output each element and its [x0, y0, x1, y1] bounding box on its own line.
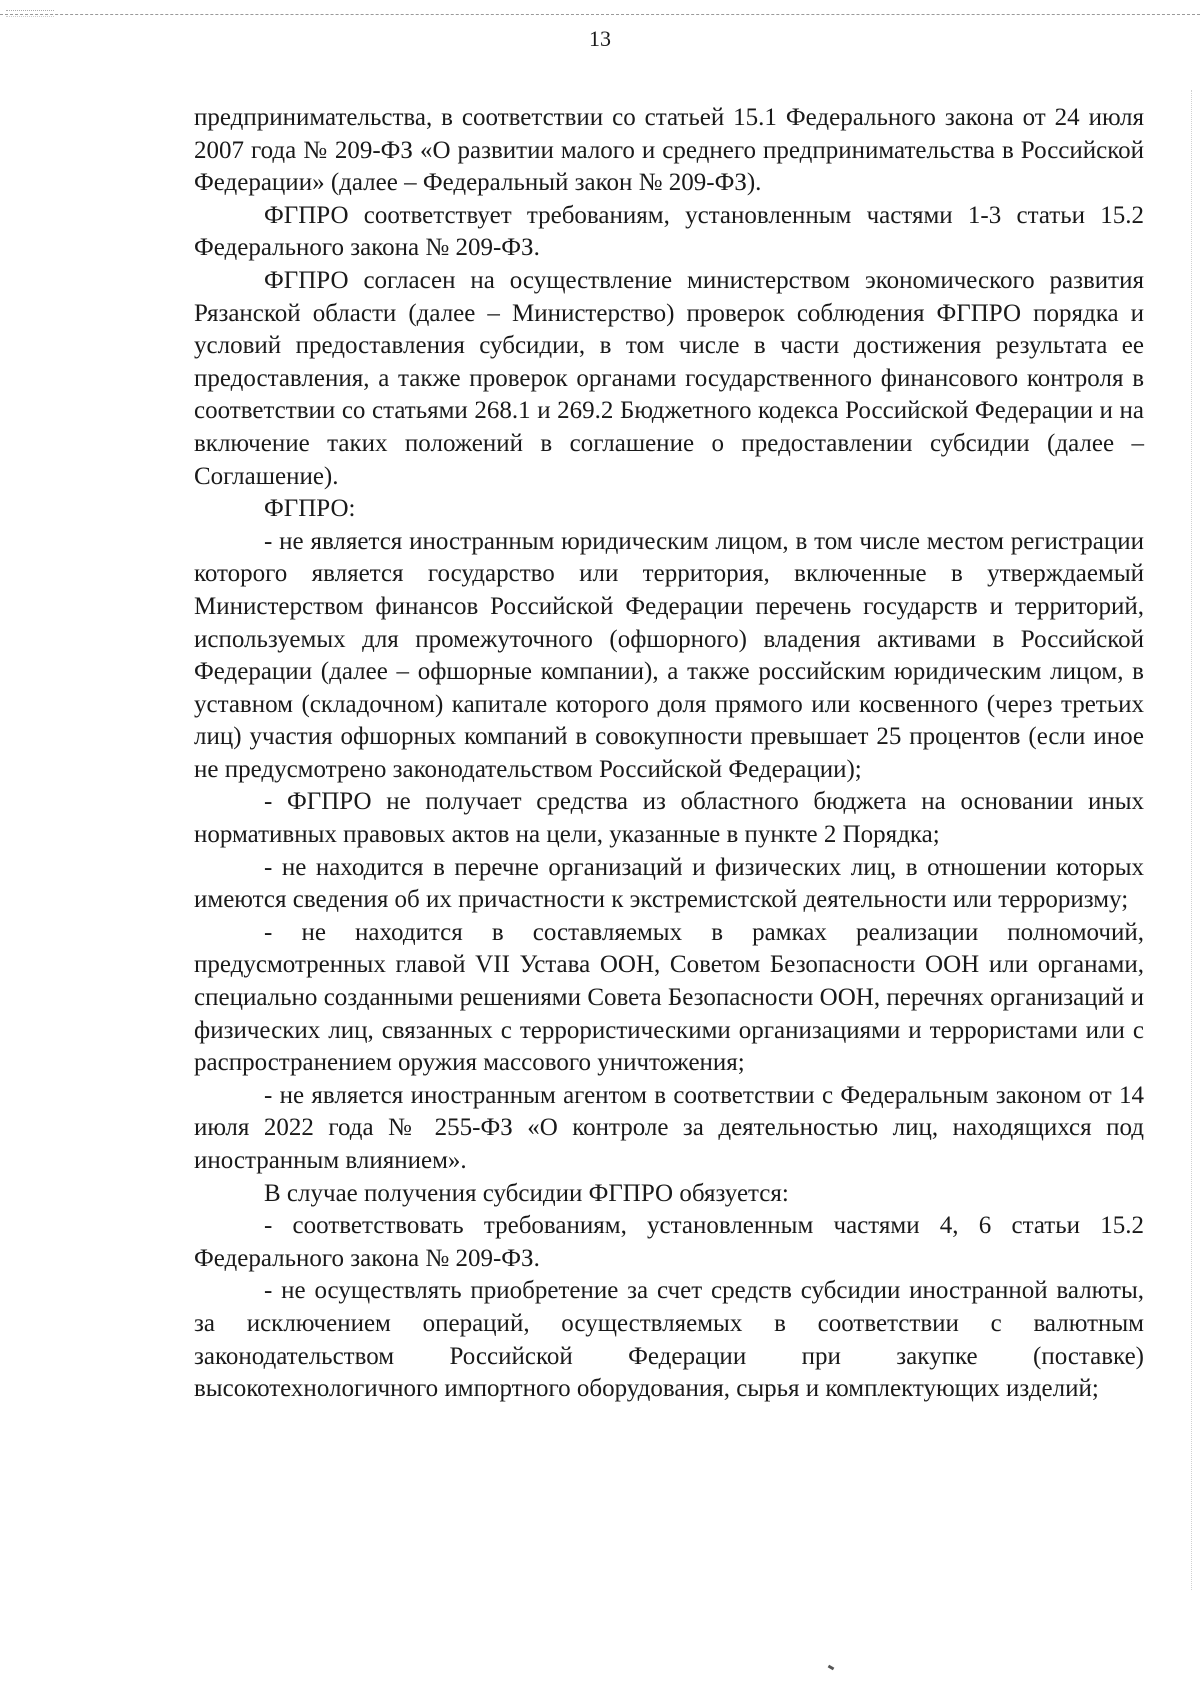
list-item-not-un-lists: - не находится в составляемых в рамках реализации полномочий, предусмотренных главой VII Устава ООН, Советом Безопасности ООН или органами, специально созданными решениями Совета Безопасности ООН, перечнях организаций и физических лиц, связанных с террористическими организациями и террористами или с распространением оружия массового уничтожения;: [194, 918, 1144, 1077]
list-item-no-foreign-currency: - не осуществлять приобретение за счет средств субсидии иностранной валюты, за исключением операций, осуществляемых в соответствии с валютным законодательством Российской Федерации при закупке (поставке) высокотехнологичного импортного оборудования, сырья и комплектующих изделий;: [194, 1277, 1144, 1403]
paragraph-consent: ФГПРО согласен на осуществление министерством экономического развития Рязанской области (далее – Министерство) проверок соблюдения ФГПРО порядка и условий предоставления субсидии, в том числе в части достижения результата ее предоставления, а также проверок органами государственного финансового контроля в соответствии со статьями 268.1 и 269.2 Бюджетного кодекса Российской Федерации и на включение таких положений в соглашение о предоставлении субсидии (далее – Соглашение).: [194, 266, 1144, 490]
paragraph-requirements: ФГПРО соответствует требованиям, установленным частями 1-3 статьи 15.2 Федерального закона № 209-ФЗ.: [194, 201, 1144, 262]
paragraph-continuation: предпринимательства, в соответствии со статьей 15.1 Федерального закона от 24 июля 2007 года № 209-ФЗ «О развитии малого и среднего предпринимательства в Российской Федерации» (далее – Федеральный закон № 209-ФЗ).: [194, 104, 1144, 197]
list-item-not-foreign-entity: - не является иностранным юридическим лицом, в том числе местом регистрации которого является государство или территория, включенные в утверждаемый Министерством финансов Российской Федерации перечень государств и территорий, используемых для промежуточного (офшорного) владения активами в Российской Федерации (далее – офшорные компании), а также российским юридическим лицом, в уставном (складочном) капитале которого доля прямого или косвенного (через третьих лиц) участия офшорных компаний в совокупности превышает 25 процентов (если иное не предусмотрено законодательством Российской Федерации);: [194, 527, 1144, 783]
paragraph-obligations-heading: В случае получения субсидии ФГПРО обязуется:: [264, 1179, 789, 1207]
list-item-comply-requirements: - соответствовать требованиям, установленным частями 4, 6 статьи 15.2 Федерального закона № 209-ФЗ.: [194, 1212, 1144, 1272]
list-item-not-foreign-agent: - не является иностранным агентом в соответствии с Федеральным законом от 14 июля 2022 года № 255-ФЗ «О контроле за деятельностью лиц, находящихся под иностранным влиянием».: [194, 1081, 1144, 1174]
scan-edge-dots: [1191, 90, 1192, 1590]
paragraph-fgpro-heading: ФГПРО:: [264, 495, 356, 523]
scan-corner-mark: [6, 10, 54, 17]
scan-speck: [828, 1665, 835, 1671]
list-item-no-regional-funds: - ФГПРО не получает средства из областного бюджета на основании иных нормативных правовых актов на цели, указанные в пункте 2 Порядка;: [194, 788, 1144, 849]
list-item-not-extremist-list: - не находится в перечне организаций и физических лиц, в отношении которых имеются сведения об их причастности к экстремистской деятельности или терроризму;: [194, 853, 1144, 914]
page-number: 13: [589, 26, 611, 51]
scan-edge-line: [0, 14, 1200, 15]
document-body: [194, 102, 1144, 1406]
